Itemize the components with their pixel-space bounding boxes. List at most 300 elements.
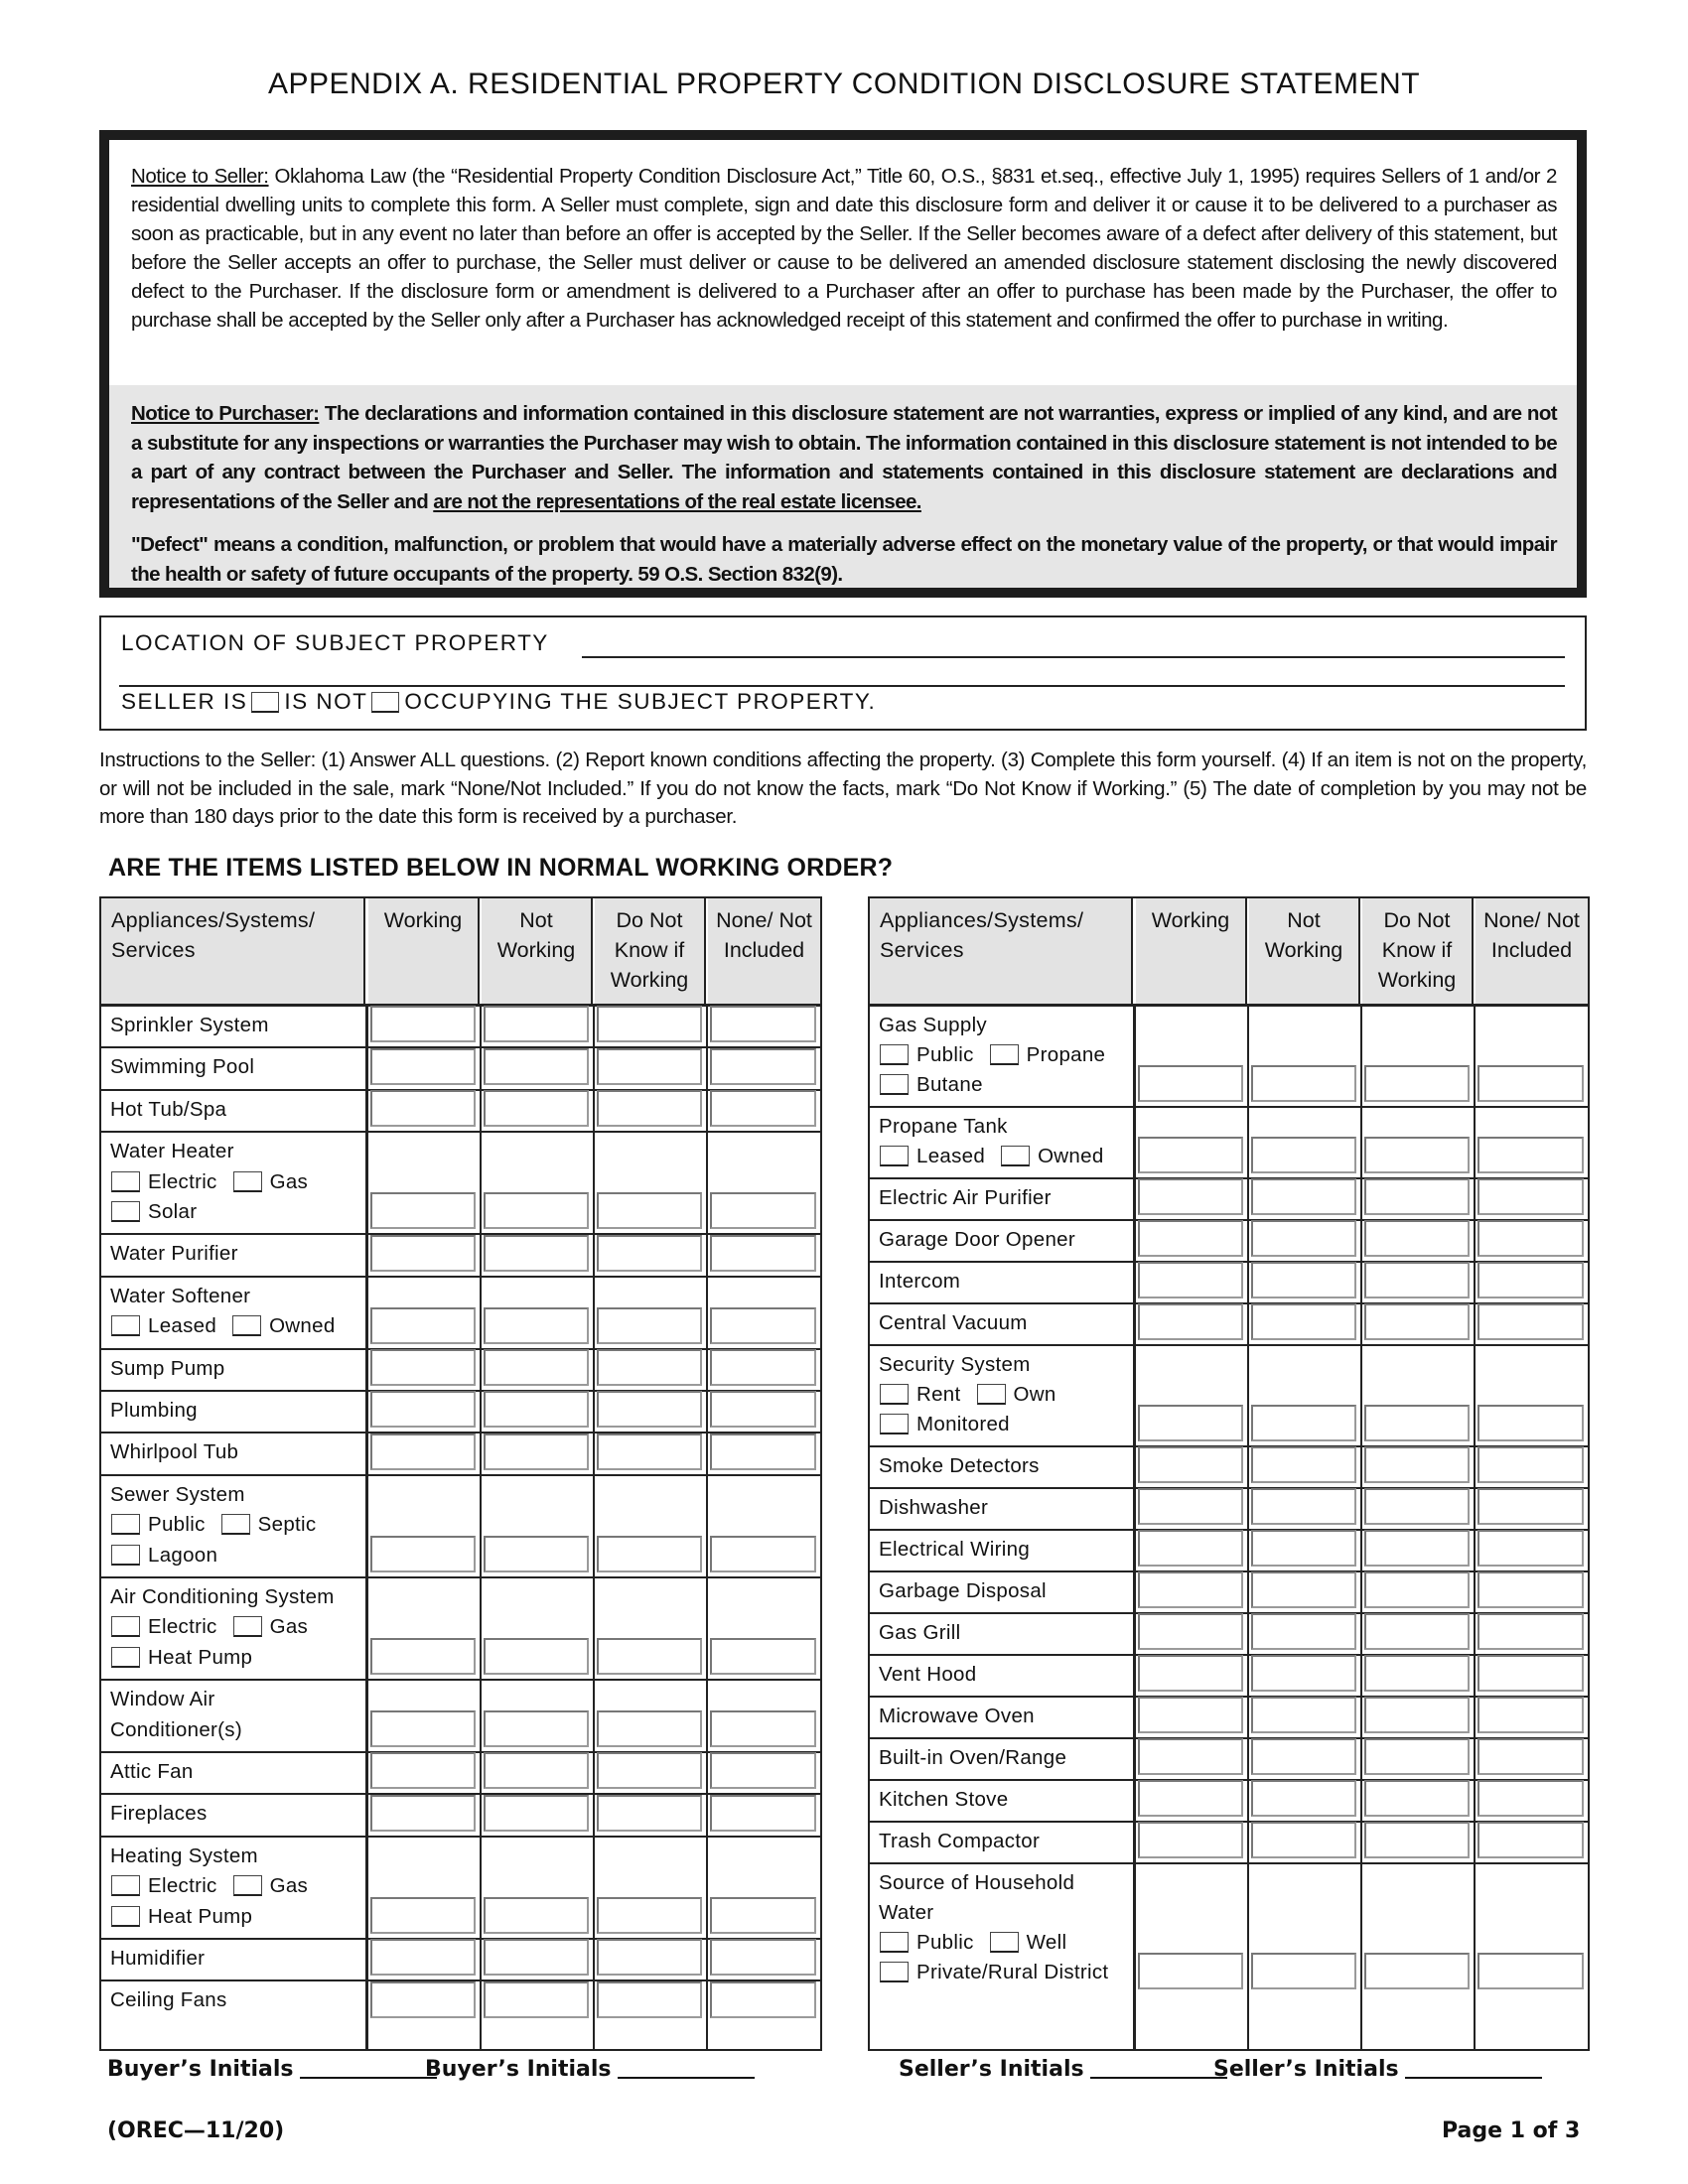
answer-box-window-air-conditioner-s-do-not-know-if-working[interactable] bbox=[597, 1710, 702, 1747]
answer-box-propane-tank-do-not-know-if-working[interactable] bbox=[1364, 1137, 1470, 1173]
option-checkbox-electric[interactable] bbox=[111, 1171, 140, 1192]
column-header-do-not-know-if-working: Do Not Know if Working bbox=[595, 898, 706, 1004]
answer-box-fireplaces-working[interactable] bbox=[370, 1795, 476, 1832]
answer-box-propane-tank-none-not-included[interactable] bbox=[1477, 1137, 1584, 1173]
seller-initials-line-1[interactable] bbox=[1090, 2057, 1227, 2079]
option-row bbox=[876, 1380, 1062, 1411]
answer-box-ceiling-fans-not-working[interactable] bbox=[484, 1981, 589, 2018]
option-label-private-rural-district: Private/Rural District bbox=[916, 1961, 1109, 1983]
answer-box-water-softener-working[interactable] bbox=[370, 1307, 476, 1344]
item-label-swimming-pool: Swimming Pool bbox=[110, 1055, 255, 1079]
answer-box-central-vacuum-not-working[interactable] bbox=[1251, 1303, 1356, 1340]
answer-box-intercom-not-working[interactable] bbox=[1251, 1262, 1356, 1298]
option-label-well: Well bbox=[1026, 1931, 1067, 1954]
item-label-gas-supply: Gas Supply bbox=[879, 1014, 987, 1036]
answer-box-water-heater-not-working[interactable] bbox=[484, 1192, 589, 1229]
answer-box-whirlpool-tub-not-working[interactable] bbox=[484, 1433, 589, 1470]
option-label-electric: Electric bbox=[148, 1615, 223, 1639]
option-checkbox-butane[interactable] bbox=[880, 1074, 909, 1095]
option-label-gas: Gas bbox=[269, 1874, 309, 1898]
column-header-none-not-included: None/ Not Included bbox=[708, 898, 820, 1004]
answer-box-window-air-conditioner-s-none-not-included[interactable] bbox=[710, 1710, 816, 1747]
item-label-whirlpool-tub: Whirlpool Tub bbox=[110, 1440, 239, 1464]
answer-box-garbage-disposal-working[interactable] bbox=[1138, 1571, 1243, 1608]
answer-box-gas-supply-do-not-know-if-working[interactable] bbox=[1364, 1065, 1470, 1102]
answer-box-smoke-detectors-not-working[interactable] bbox=[1251, 1446, 1356, 1483]
answer-box-humidifier-working[interactable] bbox=[370, 1939, 476, 1976]
answer-box-water-heater-do-not-know-if-working[interactable] bbox=[597, 1192, 702, 1229]
notice-to-purchaser-body: The declarations and information contained in this disclosure statement are not warranties, express or implied of any kind, and are not a substitute for any inspections or warranties the Purchaser may wish to obtain. The information contained in this disclosure statement is not intended to be a part of any contract between the Purchaser and Seller. The information and statements contained in this disclosure statement are declarations and representations of the Seller and bbox=[131, 402, 1557, 513]
answer-box-air-conditioning-system-working[interactable] bbox=[370, 1638, 476, 1675]
answer-box-water-softener-do-not-know-if-working[interactable] bbox=[597, 1307, 702, 1344]
item-label-water-softener: Water Softener bbox=[110, 1284, 251, 1307]
answer-box-window-air-conditioner-s-working[interactable] bbox=[370, 1710, 476, 1747]
option-checkbox-solar[interactable] bbox=[111, 1201, 140, 1222]
header-divider bbox=[870, 1004, 1588, 1007]
answer-box-electric-air-purifier-none-not-included[interactable] bbox=[1477, 1178, 1584, 1215]
option-row bbox=[107, 1197, 203, 1228]
answer-box-swimming-pool-none-not-included[interactable] bbox=[710, 1048, 816, 1085]
item-label-hot-tub-spa: Hot Tub/Spa bbox=[110, 1097, 227, 1121]
seller-is-occupying-checkbox[interactable] bbox=[251, 692, 279, 713]
answer-box-swimming-pool-working[interactable] bbox=[370, 1048, 476, 1085]
answer-box-microwave-oven-not-working[interactable] bbox=[1251, 1697, 1356, 1733]
defect-definition-text: "Defect" means a condition, malfunction, or problem that would have a materially adverse effect on the monetary value of the property, or that would impair the health or safety of future occupants of the property. bbox=[131, 533, 1557, 586]
answer-box-heating-system-none-not-included[interactable] bbox=[710, 1897, 816, 1934]
answer-box-dishwasher-none-not-included[interactable] bbox=[1477, 1488, 1584, 1525]
option-label-lagoon: Lagoon bbox=[148, 1543, 218, 1567]
answer-box-humidifier-not-working[interactable] bbox=[484, 1939, 589, 1976]
answer-box-water-purifier-none-not-included[interactable] bbox=[710, 1235, 816, 1272]
answer-box-dishwasher-not-working[interactable] bbox=[1251, 1488, 1356, 1525]
column-divider bbox=[706, 1006, 708, 2049]
answer-box-sewer-system-none-not-included[interactable] bbox=[710, 1536, 816, 1572]
option-label-heat-pump: Heat Pump bbox=[148, 1645, 253, 1669]
answer-box-gas-supply-working[interactable] bbox=[1138, 1065, 1243, 1102]
occupying-label: OCCUPYING THE SUBJECT PROPERTY. bbox=[404, 689, 877, 714]
item-label-ceiling-fans: Ceiling Fans bbox=[110, 1988, 227, 2012]
item-label-window-air-conditioner-s-1: Conditioner(s) bbox=[110, 1717, 242, 1741]
answer-box-attic-fan-none-not-included[interactable] bbox=[710, 1752, 816, 1789]
answer-box-garbage-disposal-none-not-included[interactable] bbox=[1477, 1571, 1584, 1608]
item-label-central-vacuum: Central Vacuum bbox=[879, 1311, 1028, 1334]
option-label-public: Public bbox=[916, 1043, 980, 1066]
seller-initials-2 bbox=[1213, 2057, 1542, 2082]
item-label-built-in-oven-range: Built-in Oven/Range bbox=[879, 1746, 1067, 1769]
property-location-box bbox=[99, 615, 1587, 731]
option-row bbox=[107, 1871, 314, 1902]
notice-box bbox=[99, 130, 1587, 598]
answer-box-gas-grill-working[interactable] bbox=[1138, 1613, 1243, 1650]
answer-box-microwave-oven-working[interactable] bbox=[1138, 1697, 1243, 1733]
option-label-solar: Solar bbox=[148, 1200, 198, 1223]
option-checkbox-well[interactable] bbox=[990, 1932, 1019, 1953]
option-label-owned: Owned bbox=[269, 1314, 336, 1338]
option-label-electric: Electric bbox=[148, 1169, 223, 1193]
option-row bbox=[107, 1643, 258, 1674]
answer-box-dishwasher-do-not-know-if-working[interactable] bbox=[1364, 1488, 1470, 1525]
answer-box-smoke-detectors-none-not-included[interactable] bbox=[1477, 1446, 1584, 1483]
item-label-intercom: Intercom bbox=[879, 1270, 961, 1293]
answer-box-vent-hood-do-not-know-if-working[interactable] bbox=[1364, 1655, 1470, 1692]
item-label-plumbing: Plumbing bbox=[110, 1399, 198, 1422]
answer-box-propane-tank-working[interactable] bbox=[1138, 1137, 1243, 1173]
defect-citation: 59 O.S. Section 832(9). bbox=[637, 562, 843, 586]
answer-box-source-of-household-water-do-not-know-if-working[interactable] bbox=[1364, 1953, 1470, 1989]
option-checkbox-monitored[interactable] bbox=[880, 1414, 909, 1434]
answer-box-security-system-do-not-know-if-working[interactable] bbox=[1364, 1405, 1470, 1441]
answer-box-security-system-none-not-included[interactable] bbox=[1477, 1405, 1584, 1441]
item-label-humidifier: Humidifier bbox=[110, 1947, 206, 1970]
answer-box-gas-grill-not-working[interactable] bbox=[1251, 1613, 1356, 1650]
column-divider bbox=[365, 1006, 368, 2049]
defect-definition bbox=[131, 530, 1557, 589]
answer-box-attic-fan-working[interactable] bbox=[370, 1752, 476, 1789]
answer-box-vent-hood-working[interactable] bbox=[1138, 1655, 1243, 1692]
buyer-initials-line-2[interactable] bbox=[618, 2057, 755, 2079]
buyer-initials-label-2: Buyer’s Initials bbox=[425, 2057, 612, 2082]
answer-box-kitchen-stove-do-not-know-if-working[interactable] bbox=[1364, 1780, 1470, 1817]
licensee-disclaimer: are not the representations of the real estate licensee. bbox=[433, 489, 921, 513]
option-checkbox-private-rural-district[interactable] bbox=[880, 1962, 909, 1982]
answer-box-garage-door-opener-none-not-included[interactable] bbox=[1477, 1220, 1584, 1257]
option-checkbox-owned[interactable] bbox=[232, 1315, 261, 1336]
answer-box-electric-air-purifier-working[interactable] bbox=[1138, 1178, 1243, 1215]
option-label-owned: Owned bbox=[1038, 1145, 1104, 1167]
item-label-smoke-detectors: Smoke Detectors bbox=[879, 1454, 1040, 1477]
answer-box-air-conditioning-system-do-not-know-if-working[interactable] bbox=[597, 1638, 702, 1675]
answer-box-intercom-working[interactable] bbox=[1138, 1262, 1243, 1298]
option-label-gas: Gas bbox=[269, 1169, 309, 1193]
item-label-electric-air-purifier: Electric Air Purifier bbox=[879, 1186, 1052, 1209]
answer-box-propane-tank-not-working[interactable] bbox=[1251, 1137, 1356, 1173]
column-header-working: Working bbox=[1136, 898, 1247, 1004]
location-input-line-1[interactable] bbox=[582, 656, 1565, 658]
option-checkbox-gas[interactable] bbox=[233, 1616, 262, 1637]
option-label-septic: Septic bbox=[257, 1513, 317, 1537]
item-label-trash-compactor: Trash Compactor bbox=[879, 1830, 1041, 1852]
answer-box-dishwasher-working[interactable] bbox=[1138, 1488, 1243, 1525]
answer-box-whirlpool-tub-working[interactable] bbox=[370, 1433, 476, 1470]
item-label-sprinkler-system: Sprinkler System bbox=[110, 1014, 269, 1036]
item-label-sump-pump: Sump Pump bbox=[110, 1356, 225, 1380]
option-row bbox=[107, 1541, 223, 1571]
option-checkbox-heat-pump[interactable] bbox=[111, 1647, 140, 1668]
answer-box-central-vacuum-working[interactable] bbox=[1138, 1303, 1243, 1340]
option-checkbox-gas[interactable] bbox=[233, 1171, 262, 1192]
answer-box-sump-pump-not-working[interactable] bbox=[484, 1349, 589, 1386]
option-checkbox-public[interactable] bbox=[880, 1044, 909, 1065]
occupancy-row bbox=[121, 689, 876, 715]
answer-box-ceiling-fans-working[interactable] bbox=[370, 1981, 476, 2018]
seller-initials-label-2: Seller’s Initials bbox=[1213, 2057, 1399, 2082]
option-row bbox=[107, 1167, 314, 1198]
notice-to-purchaser bbox=[109, 385, 1577, 588]
answer-box-built-in-oven-range-working[interactable] bbox=[1138, 1738, 1243, 1775]
answer-box-sump-pump-working[interactable] bbox=[370, 1349, 476, 1386]
answer-box-intercom-none-not-included[interactable] bbox=[1477, 1262, 1584, 1298]
answer-box-humidifier-do-not-know-if-working[interactable] bbox=[597, 1939, 702, 1976]
option-checkbox-public[interactable] bbox=[111, 1514, 140, 1535]
option-label-public: Public bbox=[916, 1931, 980, 1954]
option-label-rent: Rent bbox=[916, 1383, 967, 1406]
seller-initials-line-2[interactable] bbox=[1405, 2057, 1542, 2079]
answer-box-sewer-system-not-working[interactable] bbox=[484, 1536, 589, 1572]
answer-box-plumbing-do-not-know-if-working[interactable] bbox=[597, 1391, 702, 1428]
column-header-appliances-systems-services: Appliances/Systems/ Services bbox=[870, 898, 1133, 1004]
answer-box-attic-fan-not-working[interactable] bbox=[484, 1752, 589, 1789]
buyer-initials-2 bbox=[425, 2057, 755, 2082]
option-label-leased: Leased bbox=[148, 1314, 223, 1338]
option-checkbox-rent[interactable] bbox=[880, 1384, 909, 1405]
option-checkbox-leased[interactable] bbox=[111, 1315, 140, 1336]
answer-box-smoke-detectors-working[interactable] bbox=[1138, 1446, 1243, 1483]
answer-box-hot-tub-spa-working[interactable] bbox=[370, 1090, 476, 1127]
answer-box-kitchen-stove-working[interactable] bbox=[1138, 1780, 1243, 1817]
item-label-heating-system: Heating System bbox=[110, 1843, 258, 1867]
option-label-own: Own bbox=[1013, 1383, 1056, 1406]
column-divider bbox=[1133, 1006, 1136, 2049]
item-label-electrical-wiring: Electrical Wiring bbox=[879, 1538, 1031, 1561]
answer-box-sprinkler-system-working[interactable] bbox=[370, 1006, 476, 1042]
document-title: APPENDIX A. RESIDENTIAL PROPERTY CONDITION DISCLOSURE STATEMENT bbox=[267, 68, 1421, 100]
option-label-gas: Gas bbox=[269, 1615, 309, 1639]
option-label-monitored: Monitored bbox=[916, 1413, 1010, 1435]
answer-box-whirlpool-tub-none-not-included[interactable] bbox=[710, 1433, 816, 1470]
notice-to-seller-heading: Notice to Seller: bbox=[131, 165, 269, 188]
answer-box-built-in-oven-range-none-not-included[interactable] bbox=[1477, 1738, 1584, 1775]
buyer-initials-label-1: Buyer’s Initials bbox=[107, 2057, 294, 2082]
item-label-security-system: Security System bbox=[879, 1353, 1031, 1376]
option-label-butane: Butane bbox=[916, 1073, 983, 1096]
item-label-source-of-household-water-1: Water bbox=[879, 1901, 934, 1924]
answer-box-garage-door-opener-working[interactable] bbox=[1138, 1220, 1243, 1257]
answer-box-plumbing-not-working[interactable] bbox=[484, 1391, 589, 1428]
option-row bbox=[107, 1902, 258, 1933]
row-divider bbox=[870, 1106, 1588, 1108]
answer-box-trash-compactor-none-not-included[interactable] bbox=[1477, 1822, 1584, 1858]
answer-box-heating-system-working[interactable] bbox=[370, 1897, 476, 1934]
option-row bbox=[107, 1612, 314, 1643]
answer-box-sprinkler-system-not-working[interactable] bbox=[484, 1006, 589, 1042]
answer-box-fireplaces-do-not-know-if-working[interactable] bbox=[597, 1795, 702, 1832]
answer-box-trash-compactor-do-not-know-if-working[interactable] bbox=[1364, 1822, 1470, 1858]
seller-is-label: SELLER IS bbox=[121, 689, 248, 714]
answer-box-central-vacuum-do-not-know-if-working[interactable] bbox=[1364, 1303, 1470, 1340]
notice-to-purchaser-heading: Notice to Purchaser: bbox=[131, 402, 320, 425]
column-header-not-working: Not Working bbox=[1249, 898, 1360, 1004]
answer-box-garbage-disposal-not-working[interactable] bbox=[1251, 1571, 1356, 1608]
appliances-table-left bbox=[99, 896, 822, 2051]
answer-box-hot-tub-spa-not-working[interactable] bbox=[484, 1090, 589, 1127]
answer-box-window-air-conditioner-s-not-working[interactable] bbox=[484, 1710, 589, 1747]
option-row bbox=[876, 1958, 1114, 1988]
answer-box-electrical-wiring-working[interactable] bbox=[1138, 1530, 1243, 1567]
item-label-attic-fan: Attic Fan bbox=[110, 1760, 194, 1783]
column-divider bbox=[1474, 1006, 1476, 2049]
column-divider bbox=[1360, 1006, 1362, 2049]
answer-box-water-heater-working[interactable] bbox=[370, 1192, 476, 1229]
option-checkbox-owned[interactable] bbox=[1001, 1146, 1030, 1166]
item-label-sewer-system: Sewer System bbox=[110, 1482, 245, 1506]
item-label-microwave-oven: Microwave Oven bbox=[879, 1705, 1035, 1727]
answer-box-built-in-oven-range-do-not-know-if-working[interactable] bbox=[1364, 1738, 1470, 1775]
column-header-none-not-included: None/ Not Included bbox=[1476, 898, 1588, 1004]
option-row bbox=[107, 1510, 322, 1541]
option-label-propane: Propane bbox=[1026, 1043, 1106, 1066]
item-label-vent-hood: Vent Hood bbox=[879, 1663, 977, 1686]
answer-box-electrical-wiring-none-not-included[interactable] bbox=[1477, 1530, 1584, 1567]
answer-box-whirlpool-tub-do-not-know-if-working[interactable] bbox=[597, 1433, 702, 1470]
row-divider bbox=[870, 1862, 1588, 1864]
row-divider bbox=[101, 1131, 820, 1133]
answer-box-sewer-system-do-not-know-if-working[interactable] bbox=[597, 1536, 702, 1572]
page-number: Page 1 of 3 bbox=[1442, 2118, 1581, 2143]
answer-box-garage-door-opener-do-not-know-if-working[interactable] bbox=[1364, 1220, 1470, 1257]
seller-instructions: Instructions to the Seller: (1) Answer ALL questions. (2) Report known conditions affecting the property. (3) Complete this form yourself. (4) If an item is not on the property, or will not be included in the sale, mark “None/Not Included.” If you do not know the facts, mark “Do Not Know if Working.” (5) The date of completion by you may not be more than 180 days prior to the date this form is received by a purchaser. bbox=[99, 749, 1587, 828]
answer-box-water-softener-not-working[interactable] bbox=[484, 1307, 589, 1344]
answer-box-trash-compactor-working[interactable] bbox=[1138, 1822, 1243, 1858]
option-row bbox=[876, 1928, 1072, 1959]
answer-box-gas-grill-none-not-included[interactable] bbox=[1477, 1613, 1584, 1650]
answer-box-electric-air-purifier-do-not-know-if-working[interactable] bbox=[1364, 1178, 1470, 1215]
answer-box-water-softener-none-not-included[interactable] bbox=[710, 1307, 816, 1344]
answer-box-sprinkler-system-do-not-know-if-working[interactable] bbox=[597, 1006, 702, 1042]
answer-box-microwave-oven-do-not-know-if-working[interactable] bbox=[1364, 1697, 1470, 1733]
answer-box-intercom-do-not-know-if-working[interactable] bbox=[1364, 1262, 1470, 1298]
column-header-working: Working bbox=[368, 898, 480, 1004]
option-label-leased: Leased bbox=[916, 1145, 992, 1167]
answer-box-electrical-wiring-do-not-know-if-working[interactable] bbox=[1364, 1530, 1470, 1567]
location-input-line-2[interactable] bbox=[119, 685, 1565, 687]
answer-box-gas-supply-not-working[interactable] bbox=[1251, 1065, 1356, 1102]
form-code: (OREC—11/20) bbox=[107, 2118, 285, 2143]
option-label-public: Public bbox=[148, 1513, 211, 1537]
item-label-propane-tank: Propane Tank bbox=[879, 1115, 1008, 1138]
item-label-garbage-disposal: Garbage Disposal bbox=[879, 1579, 1047, 1602]
answer-box-gas-grill-do-not-know-if-working[interactable] bbox=[1364, 1613, 1470, 1650]
answer-box-security-system-not-working[interactable] bbox=[1251, 1405, 1356, 1441]
option-checkbox-septic[interactable] bbox=[221, 1514, 250, 1535]
answer-box-sewer-system-working[interactable] bbox=[370, 1536, 476, 1572]
option-checkbox-public[interactable] bbox=[880, 1932, 909, 1953]
answer-box-smoke-detectors-do-not-know-if-working[interactable] bbox=[1364, 1446, 1470, 1483]
column-header-appliances-systems-services: Appliances/Systems/ Services bbox=[101, 898, 365, 1004]
item-label-water-heater: Water Heater bbox=[110, 1140, 234, 1163]
row-divider bbox=[101, 1679, 820, 1681]
column-header-do-not-know-if-working: Do Not Know if Working bbox=[1362, 898, 1474, 1004]
answer-box-hot-tub-spa-do-not-know-if-working[interactable] bbox=[597, 1090, 702, 1127]
answer-box-gas-supply-none-not-included[interactable] bbox=[1477, 1065, 1584, 1102]
option-row bbox=[876, 1410, 1016, 1440]
option-checkbox-lagoon[interactable] bbox=[111, 1545, 140, 1566]
is-not-label: IS NOT bbox=[284, 689, 368, 714]
option-checkbox-electric[interactable] bbox=[111, 1616, 140, 1637]
answer-box-attic-fan-do-not-know-if-working[interactable] bbox=[597, 1752, 702, 1789]
seller-initials-label-1: Seller’s Initials bbox=[899, 2057, 1084, 2082]
items-heading: ARE THE ITEMS LISTED BELOW IN NORMAL WORKING ORDER? bbox=[108, 854, 894, 882]
option-checkbox-heat-pump[interactable] bbox=[111, 1906, 140, 1927]
answer-box-central-vacuum-none-not-included[interactable] bbox=[1477, 1303, 1584, 1340]
item-label-gas-grill: Gas Grill bbox=[879, 1621, 961, 1644]
answer-box-source-of-household-water-none-not-included[interactable] bbox=[1477, 1953, 1584, 1989]
option-checkbox-electric[interactable] bbox=[111, 1875, 140, 1896]
answer-box-vent-hood-not-working[interactable] bbox=[1251, 1655, 1356, 1692]
answer-box-built-in-oven-range-not-working[interactable] bbox=[1251, 1738, 1356, 1775]
option-checkbox-propane[interactable] bbox=[990, 1044, 1019, 1065]
row-divider bbox=[101, 1276, 820, 1278]
answer-box-fireplaces-none-not-included[interactable] bbox=[710, 1795, 816, 1832]
buyer-initials-line-1[interactable] bbox=[300, 2057, 437, 2079]
answer-box-fireplaces-not-working[interactable] bbox=[484, 1795, 589, 1832]
seller-is-not-occupying-checkbox[interactable] bbox=[371, 692, 399, 713]
option-label-heat-pump: Heat Pump bbox=[148, 1904, 253, 1928]
answer-box-source-of-household-water-not-working[interactable] bbox=[1251, 1953, 1356, 1989]
answer-box-kitchen-stove-not-working[interactable] bbox=[1251, 1780, 1356, 1817]
answer-box-source-of-household-water-working[interactable] bbox=[1138, 1953, 1243, 1989]
answer-box-garage-door-opener-not-working[interactable] bbox=[1251, 1220, 1356, 1257]
option-checkbox-own[interactable] bbox=[977, 1384, 1006, 1405]
row-divider bbox=[870, 1344, 1588, 1346]
column-divider bbox=[593, 1006, 595, 2049]
answer-box-heating-system-not-working[interactable] bbox=[484, 1897, 589, 1934]
answer-box-microwave-oven-none-not-included[interactable] bbox=[1477, 1697, 1584, 1733]
answer-box-ceiling-fans-none-not-included[interactable] bbox=[710, 1981, 816, 2018]
answer-box-heating-system-do-not-know-if-working[interactable] bbox=[597, 1897, 702, 1934]
answer-box-air-conditioning-system-none-not-included[interactable] bbox=[710, 1638, 816, 1675]
answer-box-ceiling-fans-do-not-know-if-working[interactable] bbox=[597, 1981, 702, 2018]
answer-box-air-conditioning-system-not-working[interactable] bbox=[484, 1638, 589, 1675]
notice-to-seller-body: Oklahoma Law (the “Residential Property Condition Disclosure Act,” Title 60, O.S., §831 et.seq., effective July 1, 1995) requires Sellers of 1 and/or 2 residential dwelling units to complete this form. A Seller must complete, sign and date this disclosure form and deliver it or cause it to be delivered to a purchaser as soon as practicable, but in any event no later than before an offer is accepted by the Seller. If the Seller becomes aware of a defect after delivery of this statement, but before the Seller accepts an offer to purchase, the Seller must deliver or cause to be delivered an amended disclosure statement disclosing the newly discovered defect to the Purchaser. If the disclosure form or amendment is delivered to a Purchaser after an offer to purchase has been made by the Purchaser, the offer to purchase shall be accepted by the Seller only after a Purchaser has acknowledged receipt of this statement and confirmed the offer to purchase in writing. bbox=[131, 165, 1557, 332]
option-row bbox=[876, 1142, 1110, 1172]
answer-box-swimming-pool-do-not-know-if-working[interactable] bbox=[597, 1048, 702, 1085]
answer-box-plumbing-none-not-included[interactable] bbox=[710, 1391, 816, 1428]
answer-box-sprinkler-system-none-not-included[interactable] bbox=[710, 1006, 816, 1042]
option-label-electric: Electric bbox=[148, 1874, 223, 1898]
item-label-fireplaces: Fireplaces bbox=[110, 1802, 208, 1826]
answer-box-humidifier-none-not-included[interactable] bbox=[710, 1939, 816, 1976]
item-label-air-conditioning-system: Air Conditioning System bbox=[110, 1585, 335, 1608]
answer-box-sump-pump-do-not-know-if-working[interactable] bbox=[597, 1349, 702, 1386]
option-row bbox=[876, 1070, 989, 1101]
option-row bbox=[107, 1311, 342, 1342]
item-label-source-of-household-water: Source of Household bbox=[879, 1871, 1075, 1894]
answer-box-trash-compactor-not-working[interactable] bbox=[1251, 1822, 1356, 1858]
answer-box-sump-pump-none-not-included[interactable] bbox=[710, 1349, 816, 1386]
option-checkbox-leased[interactable] bbox=[880, 1146, 909, 1166]
answer-box-vent-hood-none-not-included[interactable] bbox=[1477, 1655, 1584, 1692]
answer-box-kitchen-stove-none-not-included[interactable] bbox=[1477, 1780, 1584, 1817]
answer-box-water-purifier-not-working[interactable] bbox=[484, 1235, 589, 1272]
answer-box-hot-tub-spa-none-not-included[interactable] bbox=[710, 1090, 816, 1127]
answer-box-water-purifier-working[interactable] bbox=[370, 1235, 476, 1272]
column-header-not-working: Not Working bbox=[482, 898, 593, 1004]
answer-box-electric-air-purifier-not-working[interactable] bbox=[1251, 1178, 1356, 1215]
row-divider bbox=[101, 1576, 820, 1578]
item-label-water-purifier: Water Purifier bbox=[110, 1242, 238, 1266]
answer-box-electrical-wiring-not-working[interactable] bbox=[1251, 1530, 1356, 1567]
item-label-dishwasher: Dishwasher bbox=[879, 1496, 989, 1519]
answer-box-swimming-pool-not-working[interactable] bbox=[484, 1048, 589, 1085]
answer-box-water-purifier-do-not-know-if-working[interactable] bbox=[597, 1235, 702, 1272]
column-divider bbox=[1247, 1006, 1249, 2049]
answer-box-garbage-disposal-do-not-know-if-working[interactable] bbox=[1364, 1571, 1470, 1608]
option-checkbox-gas[interactable] bbox=[233, 1875, 262, 1896]
answer-box-plumbing-working[interactable] bbox=[370, 1391, 476, 1428]
answer-box-security-system-working[interactable] bbox=[1138, 1405, 1243, 1441]
answer-box-water-heater-none-not-included[interactable] bbox=[710, 1192, 816, 1229]
item-label-garage-door-opener: Garage Door Opener bbox=[879, 1228, 1075, 1251]
